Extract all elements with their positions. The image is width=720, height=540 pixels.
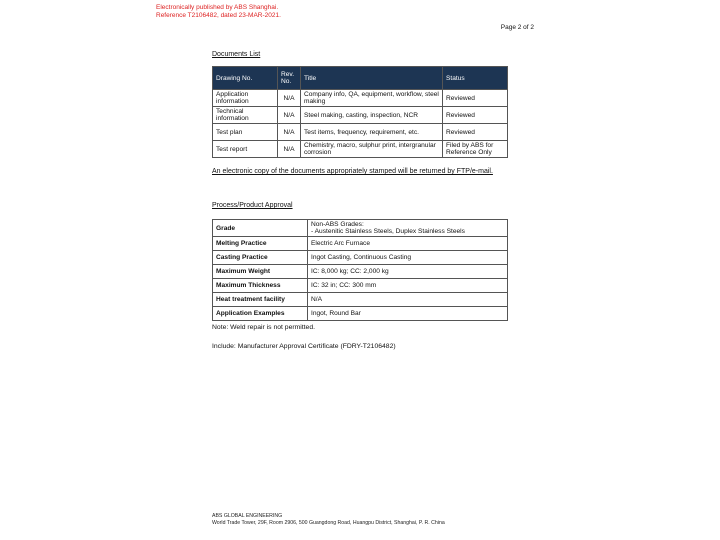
row-label: Melting Practice (213, 237, 308, 251)
row-label: Application Examples (213, 307, 308, 321)
row-label: Maximum Weight (213, 265, 308, 279)
header-rev-no: Rev. No. (278, 67, 301, 90)
table-row (213, 90, 508, 107)
cell-status: Filed by ABS for Reference Only (443, 141, 508, 158)
cell-drawing-no: Test plan (213, 124, 278, 141)
row-value: N/A (308, 293, 508, 307)
row-label: Heat treatment facility (213, 293, 308, 307)
row-value: IC: 32 in; CC: 300 mm (308, 279, 508, 293)
footer-company: ABS GLOBAL ENGINEERING (212, 513, 283, 519)
grade-value (308, 220, 508, 237)
row-label: Casting Practice (213, 251, 308, 265)
cell-title: Steel making, casting, inspection, NCR (301, 107, 443, 124)
page-number: Page 2 of 2 (500, 24, 534, 31)
row-value: Ingot Casting, Continuous Casting (308, 251, 508, 265)
grade-value-line-1: Non-ABS Grades: (311, 221, 364, 228)
cell-status: Reviewed (443, 107, 508, 124)
footer-address: World Trade Tower, 29F, Room 2906, 500 Guangdong Road, Huangpu District, Shanghai, P. R. China (212, 520, 445, 526)
documents-table (212, 66, 508, 158)
row-value: Ingot, Round Bar (308, 307, 508, 321)
cell-title: Test items, frequency, requirement, etc. (301, 124, 443, 141)
row-value: Electric Arc Furnace (308, 237, 508, 251)
cell-drawing-no: Application information (213, 90, 278, 107)
table-row (213, 265, 508, 279)
weld-repair-note: Note: Weld repair is not permitted. (212, 324, 316, 331)
documents-list-title: Documents List (212, 51, 261, 58)
process-approval-table (212, 219, 508, 321)
cell-status: Reviewed (443, 124, 508, 141)
cell-drawing-no: Technical information (213, 107, 278, 124)
documents-header-row (213, 67, 508, 90)
table-row (213, 220, 508, 237)
table-row (213, 251, 508, 265)
cell-rev-no: N/A (278, 107, 301, 124)
documents-return-note: An electronic copy of the documents appropriately stamped will be returned by FTP/e-mail. (212, 168, 493, 175)
process-approval-title: Process/Product Approval (212, 202, 293, 209)
row-label-grade: Grade (213, 220, 308, 237)
header-drawing-no: Drawing No. (213, 67, 278, 90)
row-value: IC: 8,000 kg; CC: 2,000 kg (308, 265, 508, 279)
cell-status: Reviewed (443, 90, 508, 107)
table-row (213, 107, 508, 124)
stamp-line-2: Reference T2106482, dated 23-MAR-2021. (156, 12, 281, 19)
cell-title: Chemistry, macro, sulphur print, intergranular corrosion (301, 141, 443, 158)
stamp-line-1: Electronically published by ABS Shanghai. (156, 4, 279, 11)
row-label: Maximum Thickness (213, 279, 308, 293)
electronic-publication-stamp (156, 4, 281, 20)
page-footer (212, 513, 445, 527)
cell-drawing-no: Test report (213, 141, 278, 158)
table-row (213, 293, 508, 307)
include-certificate-note: Include: Manufacturer Approval Certificate (FDRY-T2106482) (212, 343, 396, 350)
table-row (213, 279, 508, 293)
table-row (213, 237, 508, 251)
cell-rev-no: N/A (278, 124, 301, 141)
cell-rev-no: N/A (278, 90, 301, 107)
header-title: Title (301, 67, 443, 90)
table-row (213, 307, 508, 321)
cell-title: Company info, QA, equipment, workflow, steel making (301, 90, 443, 107)
grade-value-line-2: - Austenitic Stainless Steels, Duplex Stainless Steels (311, 228, 465, 235)
header-status: Status (443, 67, 508, 90)
table-row (213, 124, 508, 141)
table-row (213, 141, 508, 158)
cell-rev-no: N/A (278, 141, 301, 158)
